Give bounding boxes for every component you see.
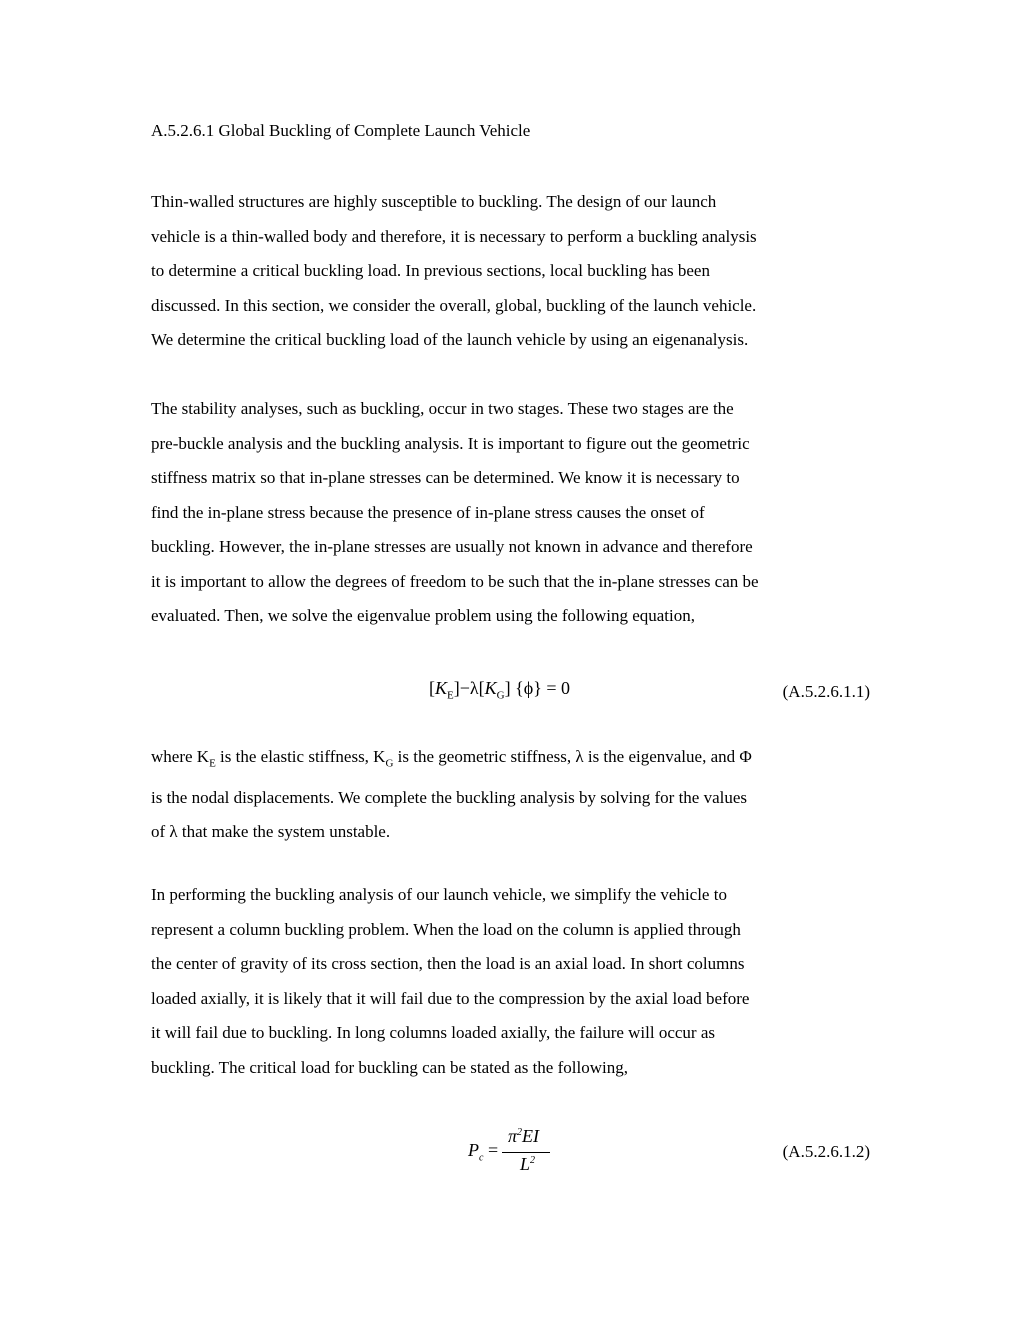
paragraph-definitions — [151, 740, 871, 850]
equation-number: (A.5.2.6.1.1) — [782, 682, 870, 701]
eq-equals-zero: = 0 — [546, 678, 571, 698]
text-line: find the in-plane stress because the presence of in-plane stress causes the onset of — [151, 502, 705, 522]
eq-k-elastic: K — [435, 678, 448, 698]
text-line: represent a column buckling problem. When the load on the column is applied through — [151, 919, 741, 939]
eq-minus-lambda: ]−λ[ — [453, 678, 485, 698]
eq-open — [420, 678, 429, 698]
text-line: the center of gravity of its cross section, then the load is an axial load. In short columns — [151, 954, 745, 973]
text-line: We determine the critical buckling load of the launch vehicle by using an eigenanalysis. — [151, 330, 749, 349]
paragraph-intro — [151, 185, 871, 358]
text-line: Thin-walled structures are highly susceptible to buckling. The design of our launch — [151, 192, 717, 211]
eq-k-geometric: K — [484, 678, 497, 698]
eq-pi-exp: 2 — [517, 1127, 523, 1138]
text-line: discussed. In this section, we consider the overall, global, buckling of the launch vehicle. — [151, 295, 757, 315]
text-line: vehicle is a thin-walled body and therefore, it is necessary to perform a buckling analysis — [151, 226, 757, 246]
eq-p: P — [468, 1140, 479, 1160]
text-span: is the geometric stiffness, λ is the eigenvalue, and Φ — [393, 747, 752, 766]
eq-bracket-open: [ — [429, 678, 435, 698]
eq-phi: {ϕ} — [515, 678, 542, 698]
eq-l: L — [520, 1154, 531, 1174]
text-line: buckling. The critical load for buckling can be stated as the following, — [151, 1057, 628, 1077]
eq-bracket-close: ] — [504, 678, 511, 698]
text-line: evaluated. Then, we solve the eigenvalue problem using the following equation, — [151, 606, 696, 625]
subscript: G — [385, 757, 394, 770]
equation-number: (A.5.2.6.1.2) — [782, 1142, 870, 1161]
text-line: of λ that make the system unstable. — [151, 822, 391, 842]
text-line — [151, 740, 871, 781]
eq-pi: π — [508, 1126, 518, 1146]
equation-critical-load — [468, 1126, 558, 1182]
eq-denominator — [520, 1154, 535, 1175]
text-span: is the elastic stiffness, K — [215, 747, 386, 766]
text-span: where K — [151, 747, 210, 766]
text-line: it is important to allow the degrees of freedom to be such that the in-plane stresses can be — [151, 571, 759, 591]
paragraph-column-buckling — [151, 878, 871, 1085]
text-line: buckling. However, the in-plane stresses are usually not known in advance and therefore — [151, 537, 753, 556]
text-line: The stability analyses, such as buckling, occur in two stages. These two stages are the — [151, 399, 734, 418]
eq-ei: EI — [522, 1126, 540, 1146]
subscript: E — [209, 757, 216, 770]
text-line: In performing the buckling analysis of our launch vehicle, we simplify the vehicle to — [151, 885, 727, 904]
eq-k-elastic-sub: E — [447, 689, 454, 702]
text-line: to determine a critical buckling load. In previous sections, local buckling has been — [151, 261, 710, 280]
equation-eigenvalue — [420, 678, 570, 702]
text-line: is the nodal displacements. We complete the buckling analysis by solving for the values — [151, 787, 748, 807]
eq-equals: = — [487, 1140, 499, 1160]
eq-p-sub: c — [479, 1152, 484, 1164]
eq-numerator — [508, 1126, 539, 1147]
eq-fraction-bar — [502, 1152, 550, 1153]
text-line: stiffness matrix so that in-plane stresses can be determined. We know it is necessary to — [151, 468, 740, 487]
eq-pc — [468, 1140, 498, 1164]
paragraph-stability — [151, 392, 871, 634]
text-line: pre-buckle analysis and the buckling analysis. It is important to figure out the geometric — [151, 433, 750, 453]
eq-k-geometric-sub: G — [496, 689, 505, 702]
text-line: it will fail due to buckling. In long columns loaded axially, the failure will occur as — [151, 1023, 716, 1042]
text-line: loaded axially, it is likely that it will fail due to the compression by the axial load before — [151, 988, 750, 1008]
eq-l-exp: 2 — [530, 1155, 536, 1166]
section-heading: A.5.2.6.1 Global Buckling of Complete Launch Vehicle — [151, 121, 531, 140]
